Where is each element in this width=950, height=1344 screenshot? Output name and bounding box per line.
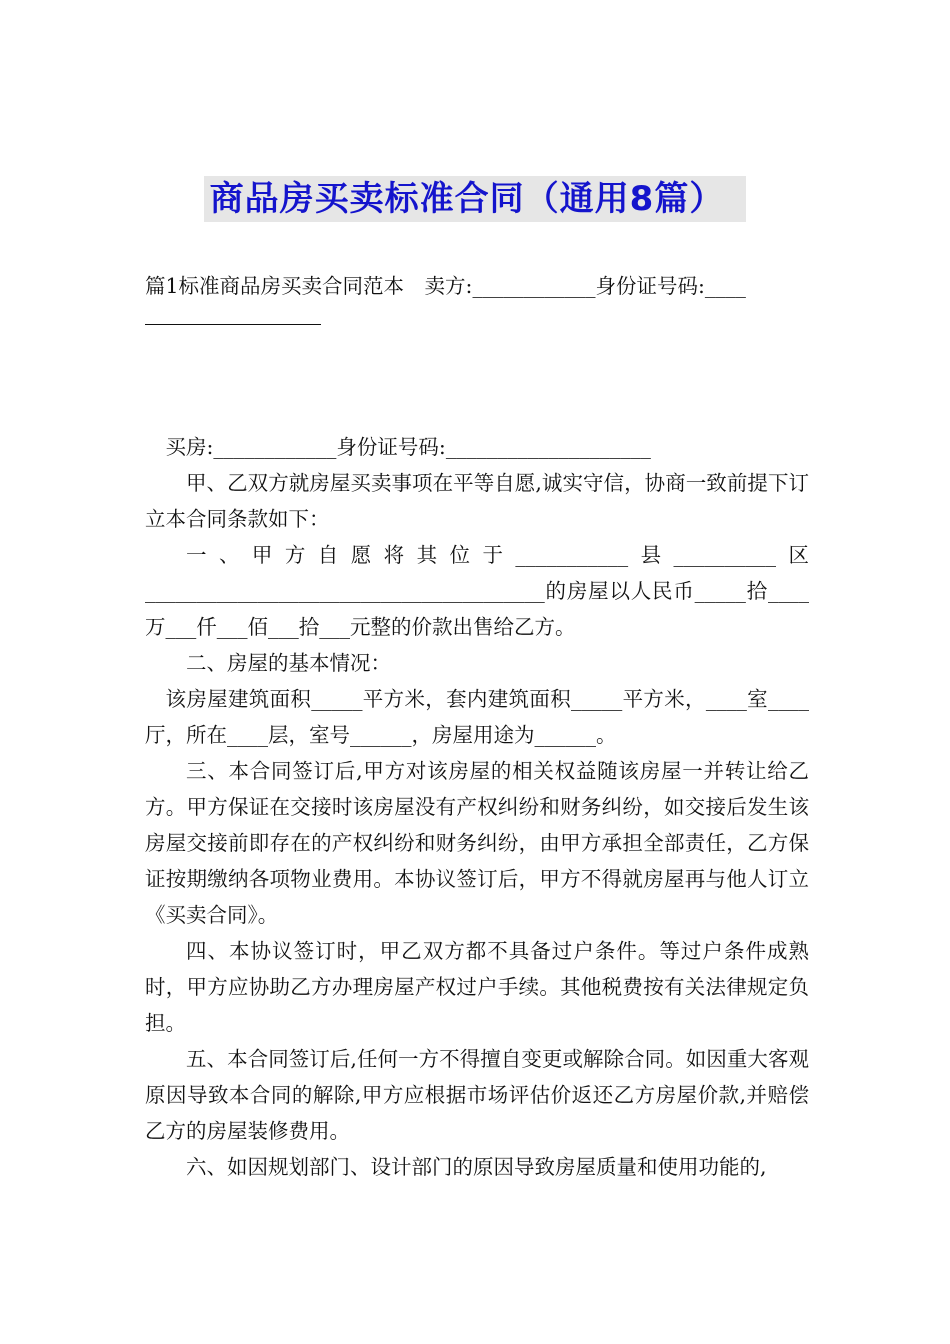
paragraph-clause-2: 二、房屋的基本情况： xyxy=(186,651,391,675)
paragraph-clause-4: 四、本协议签订时，甲乙双方都不具备过户条件。等过户条件成熟时，甲方应协助乙方办理房屋产权过户手续。其他税费按有关法律规定负担。 xyxy=(145,939,809,1035)
buyer-line: 买房:____________身份证号码:____________________ xyxy=(165,435,651,459)
spacer xyxy=(145,341,809,429)
paragraph-intro: 甲、乙双方就房屋买卖事项在平等自愿,诚实守信，协商一致前提下订立本合同条款如下： xyxy=(145,471,809,531)
paragraph-clause-3: 三、本合同签订后,甲方对该房屋的相关权益随该房屋一并转让给乙方。甲方保证在交接时该房屋没有产权纠纷和财务纠纷，如交接后发生该房屋交接前即存在的产权纠纷和财务纠纷，由甲方承担全部责任，乙方保证按期缴纳各项物业费用。本协议签订后，甲方不得就房屋再与他人订立《买卖合同》。 xyxy=(145,759,809,927)
paragraph-clause-5: 五、本合同签订后,任何一方不得擅自变更或解除合同。如因重大客观原因导致本合同的解除,甲方应根据市场评估价返还乙方房屋价款,并赔偿乙方的房屋装修费用。 xyxy=(145,1047,809,1143)
paragraph-clause-6: 六、如因规划部门、设计部门的原因导致房屋质量和使用功能的, xyxy=(186,1155,767,1179)
document-title: 商品房买卖标准合同（通用8篇） xyxy=(204,176,747,222)
id-number-underline xyxy=(145,304,321,325)
seller-line: 篇1标准商品房买卖合同范本 卖方:____________身份证号码:____ xyxy=(145,274,746,298)
title-wrap xyxy=(0,176,950,222)
paragraph-house-info: 该房屋建筑面积_____平方米，套内建筑面积_____平方米，____室____厅，所在____层，室号______，房屋用途为______。 xyxy=(145,687,809,747)
paragraph-clause-1: 一、甲方自愿将其位于___________县__________区_______________________________________的房屋以人民币_____拾____万___仟___佰___拾___元整的价款出售给乙方。 xyxy=(145,543,809,639)
document-body xyxy=(145,268,809,1185)
